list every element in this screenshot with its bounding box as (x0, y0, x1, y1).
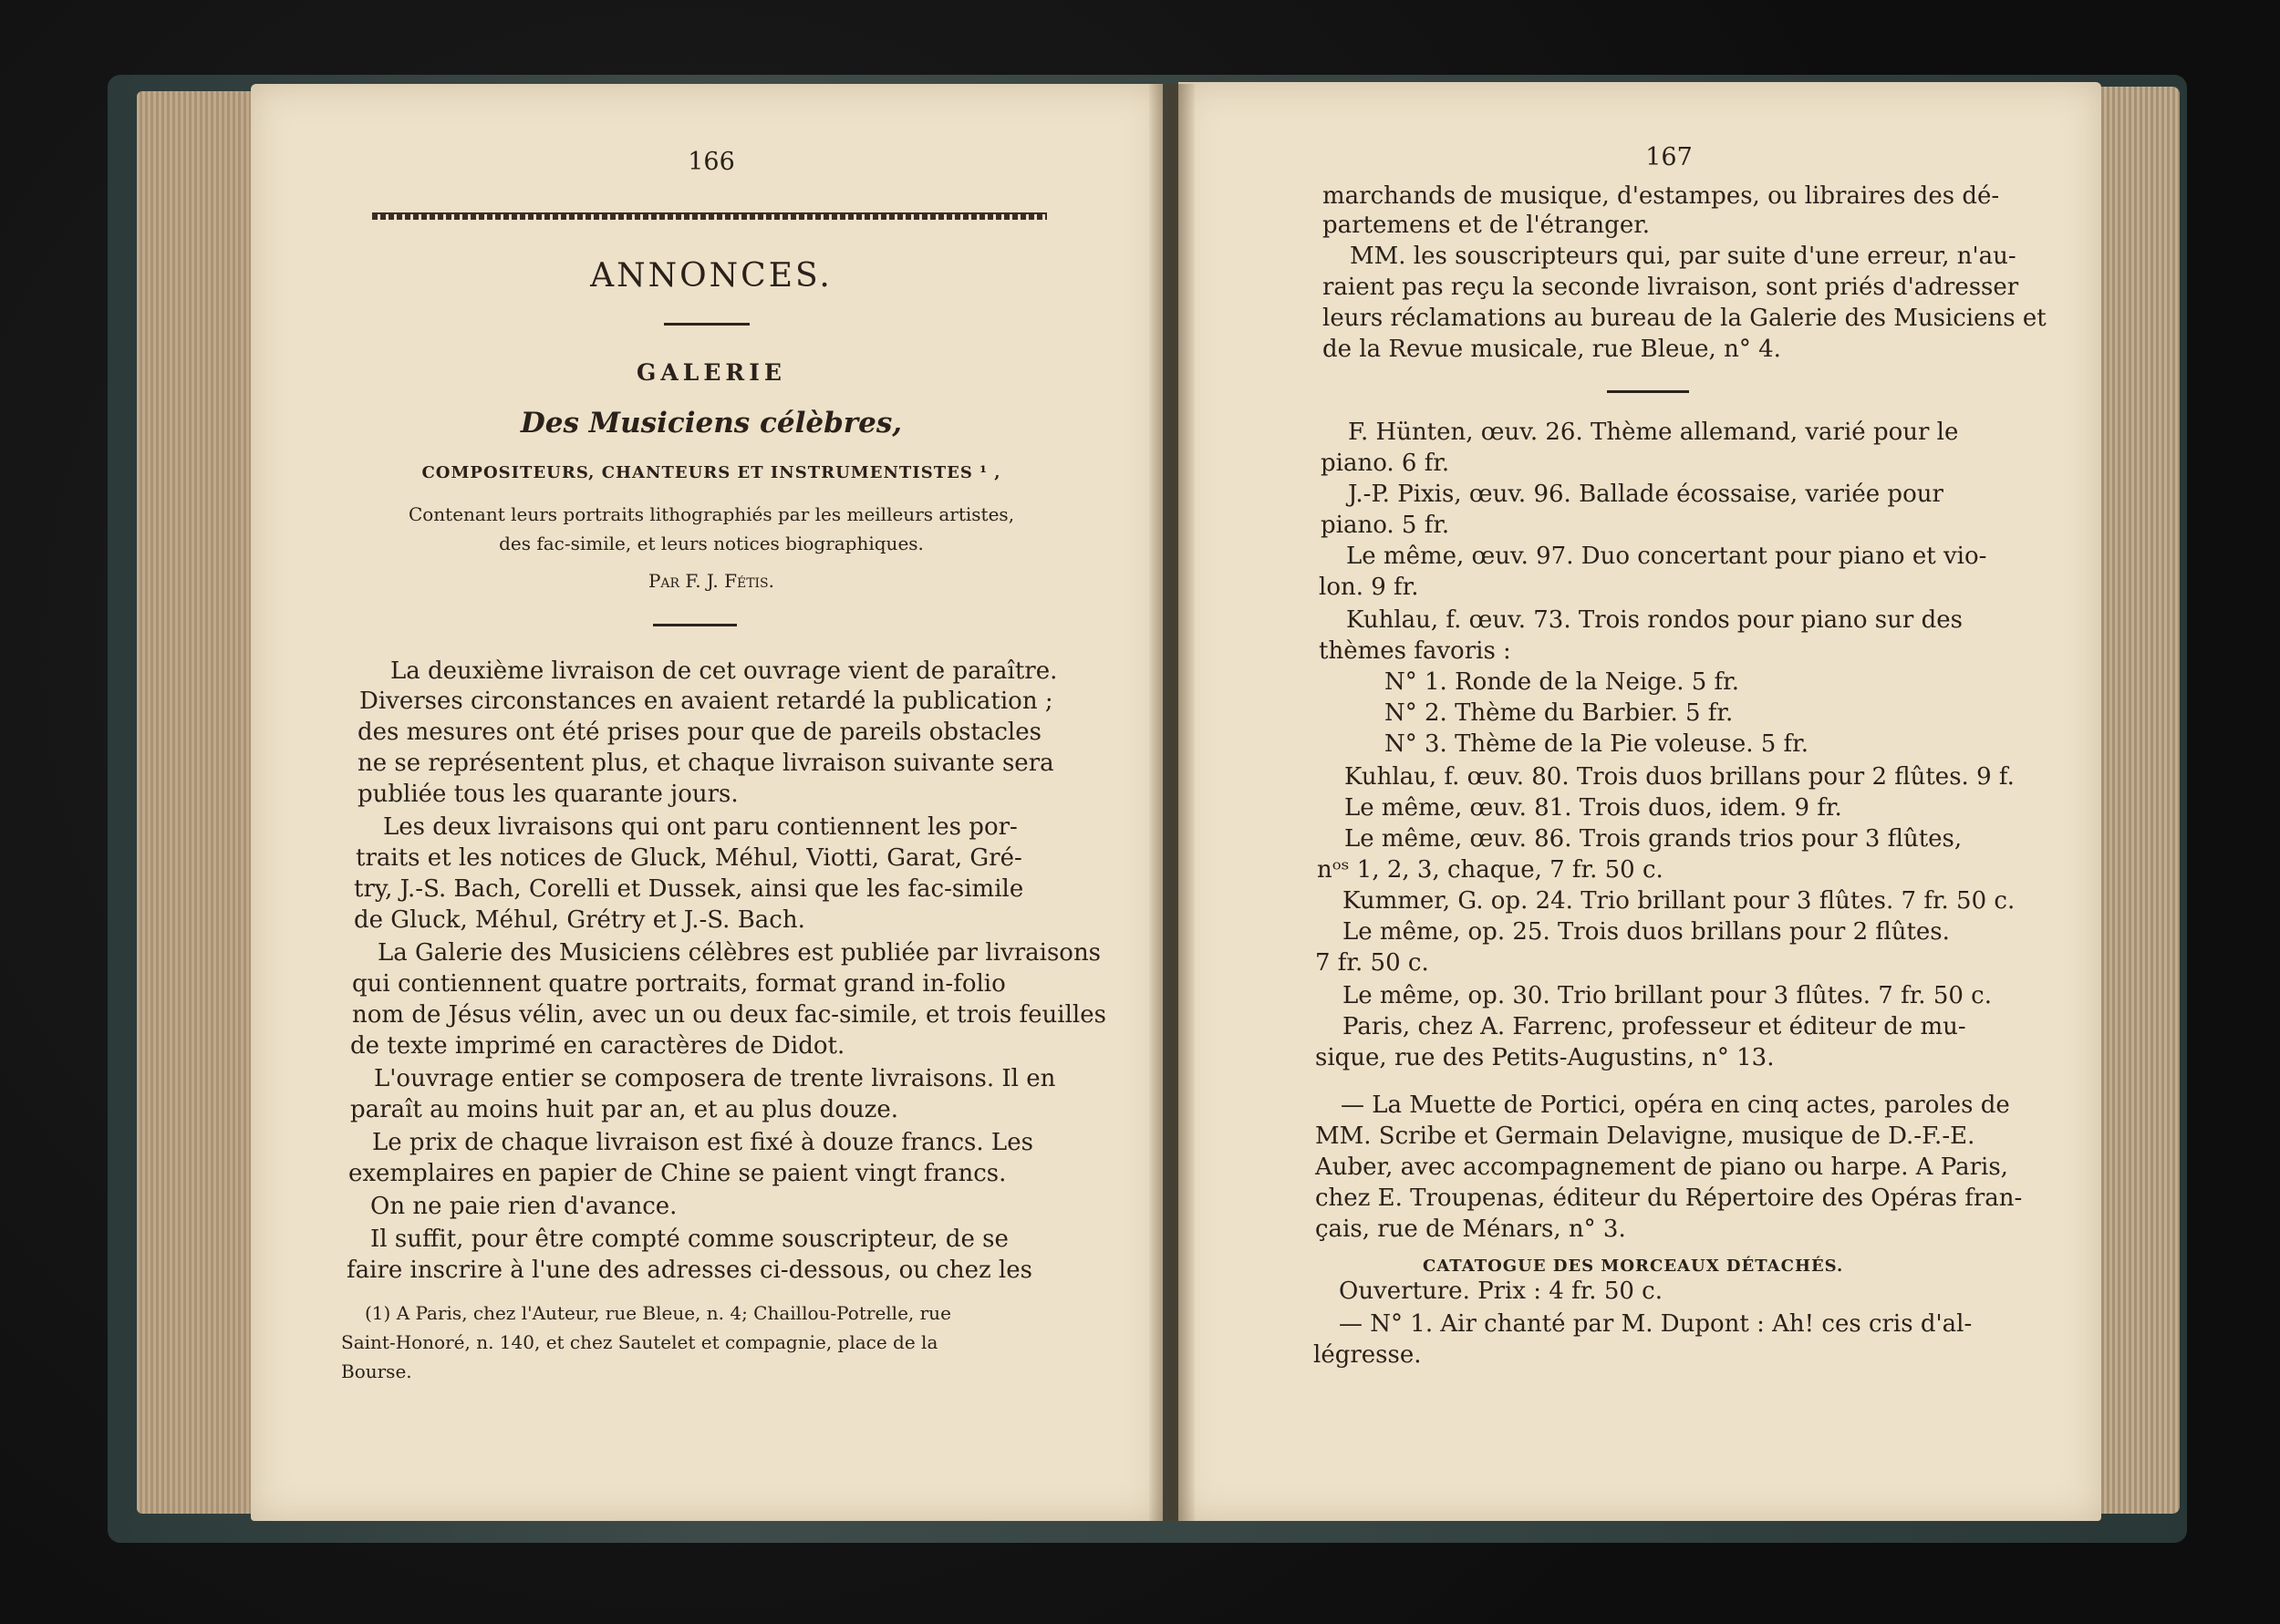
list-line: sique, rue des Petits-Augustins, n° 13. (1315, 1044, 1775, 1071)
muette-line: chez E. Troupenas, éditeur du Répertoire des Opéras fran- (1315, 1184, 2023, 1212)
list-line: piano. 6 fr. (1321, 450, 1450, 477)
list-line: lon. 9 fr. (1319, 574, 1419, 601)
list-line: Le même, op. 30. Trio brillant pour 3 flûtes. 7 fr. 50 c. (1342, 982, 1992, 1009)
body-line: Le prix de chaque livraison est fixé à douze francs. Les (372, 1129, 1033, 1156)
catalogue-heading: CATATOGUE DES MORCEAUX DÉTACHÉS. (1423, 1257, 1844, 1276)
subtitle-line-1: Contenant leurs portraits lithographiés par les meilleurs artistes, (408, 503, 1015, 525)
header-rule (372, 212, 1047, 220)
body-line: La deuxième livraison de cet ouvrage vient de paraître. (390, 657, 1058, 685)
body-line: L'ouvrage entier se composera de trente livraisons. Il en (374, 1065, 1056, 1092)
body-line: de texte imprimé en caractères de Didot. (350, 1032, 845, 1060)
subtitle-line-2: des fac-simile, et leurs notices biographiques. (499, 533, 924, 554)
body-line: partemens et de l'étranger. (1322, 212, 1651, 239)
muette-line: — La Muette de Portici, opéra en cinq actes, paroles de (1341, 1091, 2010, 1119)
footnote-line: (1) A Paris, chez l'Auteur, rue Bleue, n. 4; Chaillou-Potrelle, rue (365, 1302, 951, 1324)
body-line: traits et les notices de Gluck, Méhul, Viotti, Garat, Gré- (356, 844, 1022, 872)
body-line: des mesures ont été prises pour que de pareils obstacles (358, 719, 1042, 746)
body-line: Il suffit, pour être compté comme souscripteur, de se (370, 1226, 1009, 1253)
list-line: Kummer, G. op. 24. Trio brillant pour 3 flûtes. 7 fr. 50 c. (1342, 887, 2016, 915)
body-line: marchands de musique, d'estampes, ou libraires des dé- (1322, 182, 2000, 210)
list-line: Paris, chez A. Farrenc, professeur et éditeur de mu- (1342, 1013, 1966, 1040)
list-line: Le même, œuv. 81. Trois duos, idem. 9 fr. (1344, 794, 1842, 822)
subtitle-caps: COMPOSITEURS, CHANTEURS ET INSTRUMENTISTES ¹ , (421, 463, 1001, 482)
list-line: Kuhlau, f. œuv. 73. Trois rondos pour piano sur des (1346, 606, 1963, 634)
list-line: N° 3. Thème de la Pie voleuse. 5 fr. (1384, 730, 1809, 758)
muette-line: MM. Scribe et Germain Delavigne, musique de D.-F.-E. (1315, 1122, 1975, 1150)
body-line: publiée tous les quarante jours. (358, 781, 739, 808)
list-line: J.-P. Pixis, œuv. 96. Ballade écossaise, variée pour (1348, 481, 1943, 508)
heading-annonces: ANNONCES. (590, 257, 833, 295)
list-line: piano. 5 fr. (1321, 512, 1450, 539)
list-line: N° 2. Thème du Barbier. 5 fr. (1384, 699, 1734, 727)
page-number-left: 166 (688, 148, 735, 176)
body-line: MM. les souscripteurs qui, par suite d'une erreur, n'au- (1350, 243, 2016, 270)
galerie-title: GALERIE (637, 359, 786, 386)
list-line: 7 fr. 50 c. (1315, 949, 1429, 977)
gothic-subtitle: Des Musiciens célèbres, (520, 407, 903, 440)
book-gutter (1149, 84, 1195, 1521)
body-line: raient pas reçu la seconde livraison, sont priés d'adresser (1322, 274, 2019, 301)
list-line: Le même, œuv. 97. Duo concertant pour piano et vio- (1346, 543, 1987, 570)
list-line: N° 1. Ronde de la Neige. 5 fr. (1384, 668, 1740, 696)
list-line: nᵒˢ 1, 2, 3, chaque, 7 fr. 50 c. (1317, 856, 1663, 884)
page-edges-right (2093, 87, 2180, 1514)
list-line: Le même, œuv. 86. Trois grands trios pour 3 flûtes, (1344, 825, 1963, 853)
footnote-line: Bourse. (341, 1360, 412, 1382)
author-line: Par F. J. Fétis. (648, 570, 775, 592)
muette-line: çais, rue de Ménars, n° 3. (1315, 1215, 1626, 1243)
muette-line: Auber, avec accompagnement de piano ou harpe. A Paris, (1315, 1153, 2008, 1181)
body-line: paraît au moins huit par an, et au plus douze. (350, 1096, 899, 1123)
catalogue-line: légresse. (1313, 1341, 1422, 1369)
body-line: On ne paie rien d'avance. (370, 1193, 678, 1220)
body-line: de Gluck, Méhul, Grétry et J.-S. Bach. (354, 906, 805, 934)
body-line: La Galerie des Musiciens célèbres est publiée par livraisons (378, 939, 1102, 967)
short-rule-right (1607, 390, 1689, 393)
body-line: ne se représentent plus, et chaque livraison suivante sera (358, 750, 1054, 777)
footnote-line: Saint-Honoré, n. 140, et chez Sautelet et compagnie, place de la (341, 1331, 938, 1353)
body-line: leurs réclamations au bureau de la Galerie des Musiciens et (1322, 305, 2047, 332)
list-line: Kuhlau, f. œuv. 80. Trois duos brillans pour 2 flûtes. 9 f. (1344, 763, 2015, 791)
list-line: thèmes favoris : (1319, 637, 1511, 665)
body-line: exemplaires en papier de Chine se paient vingt francs. (348, 1160, 1007, 1187)
catalogue-line: Ouverture. Prix : 4 fr. 50 c. (1339, 1277, 1663, 1305)
page-edges-left (137, 91, 255, 1514)
body-line: de la Revue musicale, rue Bleue, n° 4. (1322, 336, 1781, 363)
body-line: nom de Jésus vélin, avec un ou deux fac-simile, et trois feuilles (352, 1001, 1106, 1029)
list-line: Le même, op. 25. Trois duos brillans pour 2 flûtes. (1342, 918, 1950, 946)
catalogue-line: — N° 1. Air chanté par M. Dupont : Ah! ces cris d'al- (1339, 1310, 1973, 1338)
body-line: faire inscrire à l'une des adresses ci-dessous, ou chez les (347, 1257, 1032, 1284)
body-line: qui contiennent quatre portraits, format grand in-folio (352, 970, 1006, 998)
body-line: Les deux livraisons qui ont paru contiennent les por- (383, 813, 1018, 841)
body-line: Diverses circonstances en avaient retardé la publication ; (359, 688, 1053, 715)
body-line: try, J.-S. Bach, Corelli et Dussek, ainsi que les fac-simile (354, 875, 1024, 903)
short-rule-2 (653, 624, 737, 626)
list-line: F. Hünten, œuv. 26. Thème allemand, varié pour le (1348, 419, 1959, 446)
short-rule-1 (664, 323, 750, 326)
page-number-right: 167 (1645, 143, 1693, 171)
